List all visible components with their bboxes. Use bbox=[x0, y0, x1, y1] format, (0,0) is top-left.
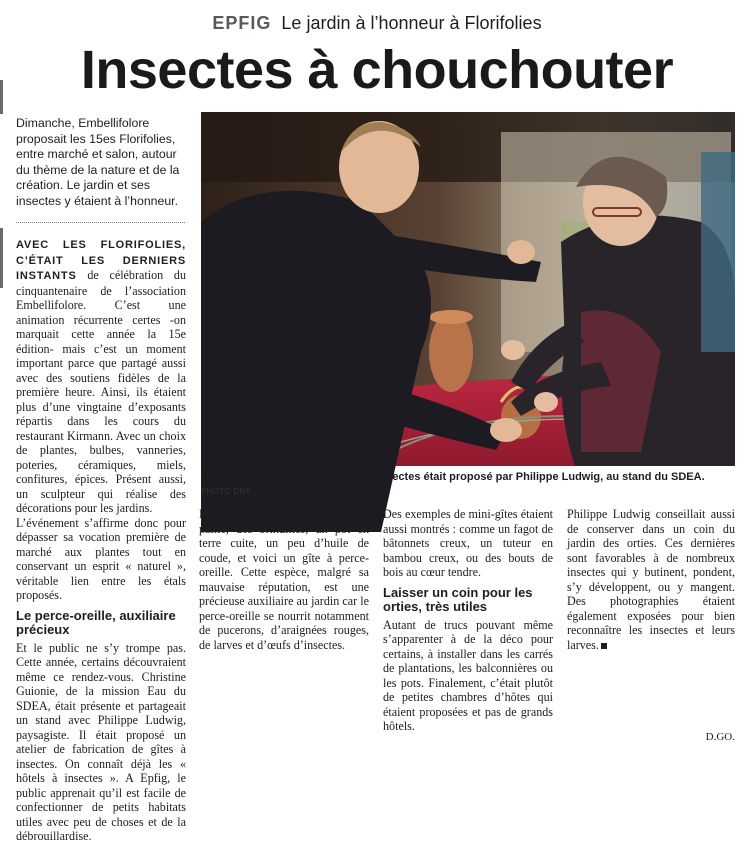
page-edge-mark bbox=[0, 80, 3, 114]
article-column-2 bbox=[199, 507, 369, 754]
kicker-text: Le jardin à l’honneur à Florifolies bbox=[281, 13, 542, 33]
article-column-3 bbox=[383, 507, 553, 754]
photo-illustration bbox=[201, 112, 735, 466]
photo-caption: Un atelier de confection de gîte à insectes était proposé par Philippe Ludwig, au stand du SDEA. bbox=[201, 471, 705, 483]
headline: Insectes à chouchouter bbox=[80, 40, 674, 100]
article-column-1 bbox=[16, 237, 186, 843]
paragraph-text: Philippe Ludwig conseillait aussi de conserver dans un coin du jardin des orties. Ces dernières sont favorables à de nombreux insectes qui y butinent, pondent, s’y développent, ou y mangent. Des photographies étaient également exposées pour bien reconnaître les insectes et leurs larves. bbox=[567, 507, 735, 652]
subheading: Le perce-oreille, auxiliaire précieux bbox=[16, 607, 176, 637]
end-of-article-mark bbox=[601, 643, 607, 649]
intro-divider bbox=[16, 222, 185, 223]
paragraph-text: de célébration du cinquantenaire de l’association Embellifolore. C’est une animation récurrente certes -on marquait cette année la 15e édition- mais c’est un moment important parce que partagé aussi avec des soutiens fidèles de la première heure. Ainsi, ils étaient plus d’une vingtaine d’exposants répartis dans les cours du restaurant Kirmann. Avec un choix de plantes, bulbes, vanneries, poteries, céramiques, miels, confitures, épices. Présent aussi, un sculpteur qui réalise des décorations pour les jardins. bbox=[16, 268, 186, 515]
lead-in: AVEC LES FLORIFOLIES, C’ÉTAIT LES DERNIERS INSTANTS bbox=[16, 239, 186, 282]
article-column-4 bbox=[567, 507, 735, 754]
article-paragraph: Autant de trucs pouvant même s’apparenter à de la déco pour certains, à installer dans les carrés de plantations, les balconnières ou les pots. Finalement, c’était plutôt de petites chambres d’hôtes qui étaient proposées et pas de grands hôtels. bbox=[383, 617, 553, 733]
article-paragraph: Exemple : du fil de fer, de la paille, des brindilles, un pot en terre cuite, un peu d’huile de coude, et voici un gîte à perce-oreille. Cette espèce, malgré sa mauvaise réputation, est une précieuse auxiliaire au jardin car le perce-oreille se nourrit notamment de pucerons, d’araignées rouges, de larves et d’œufs d’insectes. bbox=[199, 507, 369, 652]
article-paragraph: L’événement s’affirme donc pour dépasser sa vocation première de marché aux plantes tout en conservant un esprit « naturel », véritable lien entre les étals proposés. bbox=[16, 515, 186, 602]
article-paragraph: Des exemples de mini-gîtes étaient aussi montrés : comme un fagot de bâtonnets creux, un tuteur en bambou creux, ou des bouts de bois au cœur tendre. bbox=[383, 507, 553, 579]
article-paragraph: Et le public ne s’y trompe pas. Cette année, certains découvraient même ce rendez-vous. Christine Guionie, de la mission Eau du SDEA, était présente et partageait un stand avec Philippe Ludwig, paysagiste. Il était proposé un atelier de fabrication de gîtes à insectes. On connaît déjà les « hôtels à insectes ». A Epfig, le public apprenait qu’il est facile de confectionner de petits habitats utiles avec peu de choses et de la débrouillardise. bbox=[16, 640, 186, 843]
article-paragraph bbox=[16, 237, 186, 516]
author-signature: D.GO. bbox=[705, 731, 735, 743]
kicker-line bbox=[0, 12, 754, 34]
article-photo bbox=[201, 112, 735, 466]
subheading: Laisser un coin pour les orties, très utiles bbox=[383, 584, 533, 614]
page-edge-mark bbox=[0, 228, 3, 288]
article-paragraph bbox=[567, 507, 735, 652]
intro-chapeau: Dimanche, Embellifolore proposait les 15es Florifolies, entre marché et salon, autour du thème de la nature et de la création. Le jardin et ses insectes y étaient à l’honneur. bbox=[16, 116, 180, 208]
location-label: EPFIG bbox=[212, 13, 272, 33]
photo-credit: PHOTO DNA bbox=[201, 487, 252, 496]
